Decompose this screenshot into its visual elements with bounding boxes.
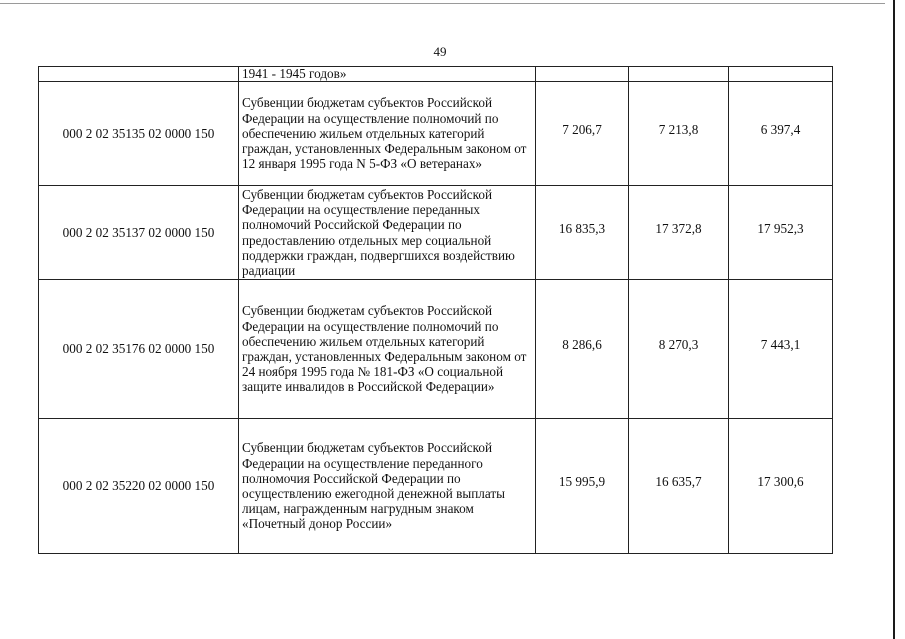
table-cell-value-2 — [629, 186, 729, 280]
table-cell-value-2 — [629, 67, 729, 82]
table-cell-name: Субвенции бюджетам субъектов Российской Федерации на осуществление переданных полномочий Российской Федерации по предоставлению отдельных мер социальной поддержки граждан, подвергшихся воздействию радиации — [239, 186, 536, 280]
value-text: 7 443,1 — [760, 337, 801, 353]
table-cell-value-1 — [536, 419, 629, 554]
table-row — [39, 280, 833, 419]
table-cell-value-3 — [729, 419, 833, 554]
value-text: 15 995,9 — [558, 474, 606, 490]
table-cell-name: Субвенции бюджетам субъектов Российской Федерации на осуществление переданного полномочия Российской Федерации по осуществлению ежегодной денежной выплаты лицам, награжденным нагрудным знаком «Почетный донор России» — [239, 419, 536, 554]
table-cell-code: 000 2 02 35137 02 0000 150 — [39, 186, 239, 280]
table-cell-name: Субвенции бюджетам субъектов Российской Федерации на осуществление полномочий по обеспечению жильем отдельных категорий граждан, установленных Федеральным законом от 12 января 1995 года N 5-ФЗ «О ветеранах» — [239, 82, 536, 186]
table-cell-code: 000 2 02 35176 02 0000 150 — [39, 280, 239, 419]
table-cell-value-1 — [536, 280, 629, 419]
table-row-continuation — [39, 67, 833, 82]
table-cell-code: 000 2 02 35135 02 0000 150 — [39, 82, 239, 186]
table-cell-value-2 — [629, 82, 729, 186]
value-text: 7 213,8 — [658, 121, 699, 137]
table-cell-value-2 — [629, 419, 729, 554]
table-cell-code — [39, 67, 239, 82]
budget-table — [38, 66, 833, 554]
value-text: 7 206,7 — [562, 121, 602, 137]
value-text: 8 286,6 — [562, 337, 602, 353]
value-text: 17 300,6 — [757, 474, 804, 490]
table-row — [39, 186, 833, 280]
scan-edge-top — [0, 3, 885, 4]
table-cell-value-3 — [729, 280, 833, 419]
table-row — [39, 82, 833, 186]
scan-edge-right — [893, 0, 895, 639]
table-cell-value-1 — [536, 82, 629, 186]
table-cell-name: Субвенции бюджетам субъектов Российской Федерации на осуществление полномочий по обеспечению жильем отдельных категорий граждан, установленных Федеральным законом от 24 ноября 1995 года № 181-ФЗ «О социальной защите инвалидов в Российской Федерации» — [239, 280, 536, 419]
value-text: 16 835,3 — [558, 220, 606, 236]
table-cell-value-3 — [729, 186, 833, 280]
value-text: 8 270,3 — [658, 337, 699, 353]
value-text: 17 372,8 — [655, 220, 702, 236]
value-text: 16 635,7 — [655, 474, 702, 490]
table-cell-value-1 — [536, 186, 629, 280]
table-cell-code: 000 2 02 35220 02 0000 150 — [39, 419, 239, 554]
table-cell-name: 1941 - 1945 годов» — [239, 67, 536, 82]
table-cell-value-3 — [729, 82, 833, 186]
value-text: 17 952,3 — [757, 220, 804, 236]
table-row — [39, 419, 833, 554]
value-text: 6 397,4 — [760, 121, 801, 137]
table-cell-value-1 — [536, 67, 629, 82]
table-cell-value-2 — [629, 280, 729, 419]
page-number: 49 — [433, 44, 447, 59]
table-cell-value-3 — [729, 67, 833, 82]
